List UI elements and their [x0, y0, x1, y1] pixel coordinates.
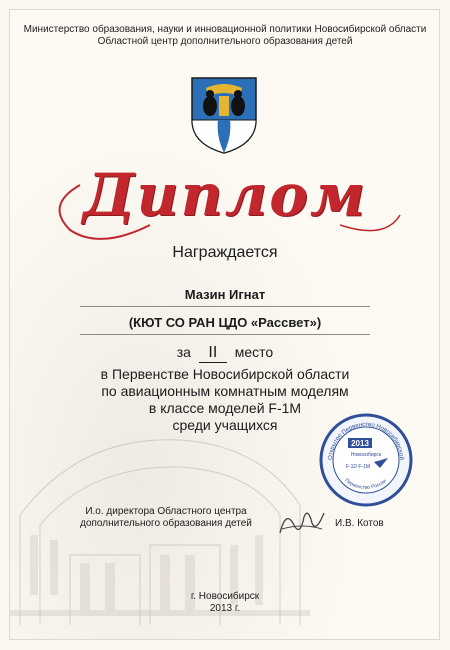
signatory-role: [66, 506, 266, 530]
issuer-header: [0, 24, 450, 48]
competition-line-1: в Первенстве Новосибирской области: [100, 366, 350, 382]
place-and-date: [0, 591, 450, 615]
stamp-city: Новосибирск: [350, 452, 382, 458]
competition-line-4: среди учащихся: [172, 417, 278, 433]
footer-year: 2013 г.: [209, 603, 241, 614]
recipient-organization: (КЮТ СО РАН ЦДО «Рассвет»): [128, 315, 322, 330]
place-prefix: за: [176, 344, 191, 360]
signatory-role-line-2: дополнительного образования детей: [80, 518, 252, 529]
diploma-title: Диплом: [82, 161, 368, 229]
stamp-bottom-text: Первенство России: [343, 477, 388, 491]
signatory-name: И.В. Котов: [335, 518, 384, 529]
org-underline: [80, 334, 370, 335]
event-stamp-icon: [318, 412, 414, 508]
competition-line-2: по авиационным комнатным моделям: [101, 383, 349, 399]
stamp-outer-text: Открытое Первенство Новосибирской: [327, 421, 405, 461]
handwritten-signature: [272, 503, 332, 541]
stamp-year: 2013: [351, 439, 369, 448]
name-underline: [80, 306, 370, 307]
ministry-line: Министерство образования, науки и инновационной политики Новосибирской области: [23, 24, 427, 35]
stamp-classes: F-1D F-1M: [345, 464, 371, 470]
footer-city: г. Новосибирск: [190, 591, 260, 602]
place-value: II: [199, 344, 227, 363]
coat-of-arms-icon: [188, 74, 260, 156]
center-line: Областной центр дополнительного образования детей: [97, 36, 353, 47]
competition-line-3: в классе моделей F-1M: [148, 400, 302, 416]
recipient-name: Мазин Игнат: [184, 287, 266, 302]
signatory-role-line-1: И.о. директора Областного центра: [85, 506, 247, 517]
awarded-label: Награждается: [172, 244, 278, 261]
place-suffix: место: [234, 344, 274, 360]
place-line: [0, 341, 450, 363]
